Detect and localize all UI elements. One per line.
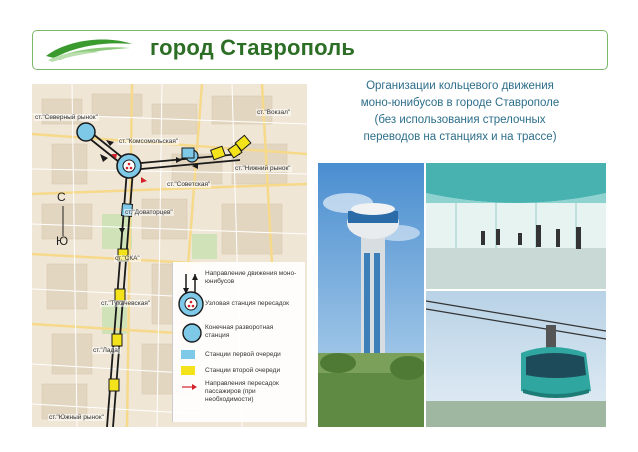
station-label-komsomolskaya: ст."Комсомольская" (119, 138, 179, 145)
station-label-sovetskaya: ст."Советская" (167, 181, 211, 188)
legend-transfer: Направления пересадок пассажиров (при необходимости) (205, 380, 279, 403)
swoosh-logo-icon (40, 34, 136, 64)
station-label-lada: ст."Лада" (93, 347, 121, 354)
legend-node: Узловая станция пересадок (205, 300, 289, 307)
compass-arrow-icon (59, 206, 67, 236)
description-line-3: (без использования стрелочных (374, 114, 546, 126)
description-text (340, 78, 580, 146)
legend-terminal-icon (181, 322, 203, 344)
compass-north: С (57, 190, 66, 204)
station-label-dovatortsev: ст."Доваторцев" (125, 209, 173, 216)
station-label-ska: ст."СКА" (115, 255, 140, 262)
page-title: город Ставрополь (150, 35, 356, 60)
description-line-4: переводов на станциях и на трассе) (363, 131, 557, 143)
station-label-severny: ст."Северный рынок" (35, 114, 98, 121)
legend-direction: Направление движения моно-юнибусов (205, 270, 297, 285)
map-legend (172, 262, 305, 422)
description-line-2: моно-юнибусов в городе Ставрополе (360, 97, 560, 109)
station-label-tukhachevskogo: ст."Тухачевская" (101, 300, 151, 307)
description-line-1: Организации кольцевого движения (366, 80, 554, 92)
legend-second-stage-swatch (181, 366, 195, 375)
station-label-nizhny: ст."Нижний рынок" (235, 165, 291, 172)
unibus-cabin-photo (426, 291, 606, 427)
station-interior-photo (426, 163, 606, 289)
station-tower-photo (318, 163, 424, 427)
station-label-yuzhny: ст."Южный рынок" (49, 414, 104, 421)
legend-terminal: Конечная разворотная станция (205, 324, 274, 339)
compass-south: Ю (56, 234, 69, 248)
route-map (32, 84, 307, 427)
transfer-arrow-icon (181, 382, 199, 392)
legend-first-stage-swatch (181, 350, 195, 359)
station-label-vokzal: ст."Вокзал" (257, 109, 291, 116)
legend-node-icon (177, 290, 205, 318)
legend-first-stage: Станции первой очереди (205, 351, 281, 358)
node-station-icon (117, 154, 141, 178)
legend-second-stage: Станции второй очереди (205, 367, 281, 374)
